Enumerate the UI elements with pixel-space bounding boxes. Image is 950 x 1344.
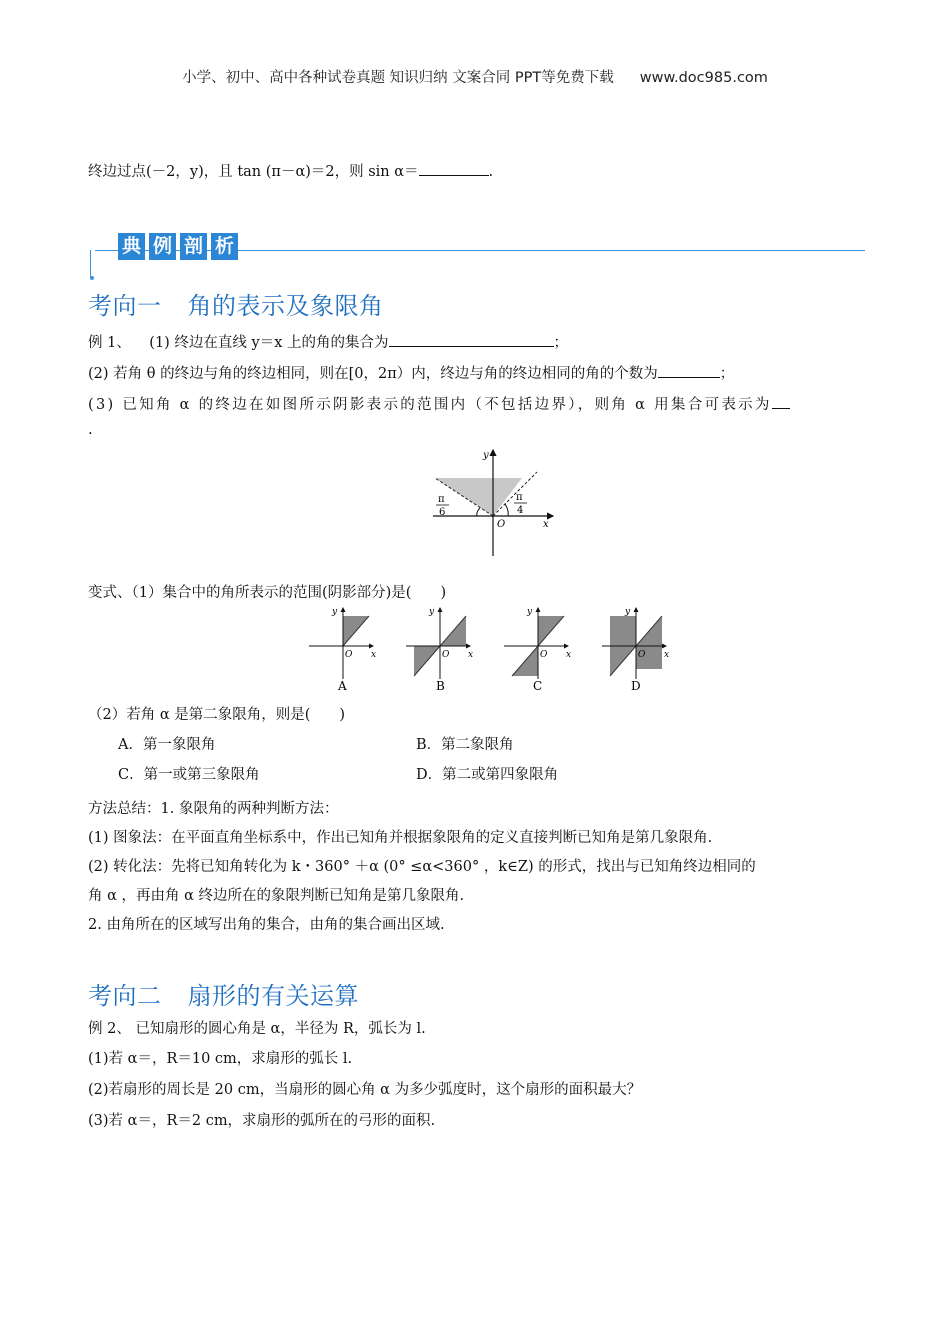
figure-1: [425, 445, 560, 560]
ex1-q1: (1) 终边在直线 y＝x 上的角的集合为: [149, 335, 389, 351]
page-header: [0, 66, 950, 87]
ex1-q2-blank: [658, 363, 720, 378]
method-p2a: (2) 转化法：先将已知角转化为 k・360° ＋α (0° ≤α<360° ，k∈Z) 的形式，找出与已知角终边相同的: [88, 859, 756, 875]
choice-c-label: C: [533, 679, 543, 693]
ex1-q3: (3) 已知角 α 的终边在如图所示阴影表示的范围内（不包括边界），则角 α 用集合可表示为: [88, 397, 772, 413]
intro-text: 终边过点(－2，y)，且 tan (π－α)＝2，则 sin α＝: [88, 164, 419, 180]
choice-d-o: O: [638, 650, 646, 660]
choice-d-x: x: [664, 650, 670, 660]
ex1-label: 例 1、: [88, 335, 131, 351]
option-b[interactable]: B．第二象限角: [416, 737, 514, 753]
choice-a-label: A: [338, 679, 347, 693]
choice-a-figure[interactable]: [309, 607, 376, 693]
intro-line: [88, 160, 493, 181]
option-a[interactable]: A．第一象限角: [118, 737, 216, 753]
choice-c-x: x: [566, 650, 572, 660]
variant-q2: （2）若角 α 是第二象限角，则是( ): [88, 707, 346, 723]
ex1-line2: [88, 362, 734, 383]
header-url[interactable]: www.doc985.com: [639, 70, 768, 86]
section-1-number: 考向一: [88, 292, 162, 320]
ex2-q1: (1)若 α＝，R＝10 cm，求扇形的弧长 l.: [88, 1051, 353, 1067]
banner-char-1: 典: [118, 233, 145, 260]
choice-c-o: O: [540, 650, 548, 660]
section-1-title: 角的表示及象限角: [187, 292, 384, 320]
ex1-q2-end: ；: [719, 366, 735, 382]
fig1-x-label: x: [543, 519, 549, 530]
banner-char-4: 析: [211, 233, 238, 260]
ex1-q1-blank: [389, 332, 554, 347]
ex2-label: 例 2、 已知扇形的圆心角是 α，半径为 R，弧长为 l.: [88, 1021, 426, 1037]
banner-char-2: 例: [149, 233, 176, 260]
banner-char-3: 剖: [180, 233, 207, 260]
choice-a-x: x: [371, 650, 377, 660]
choice-d-figure[interactable]: [602, 607, 669, 693]
ex1-q3-blank: [772, 394, 790, 409]
choice-d-label: D: [631, 679, 641, 693]
method-p3: 2. 由角所在的区域写出角的集合，由角的集合画出区域.: [88, 917, 445, 933]
fig1-pi-left: π: [438, 494, 445, 505]
method-title: 方法总结：1. 象限角的两种判断方法：: [88, 801, 339, 817]
ex1-q1-end: ；: [553, 335, 569, 351]
choice-b-y: y: [429, 607, 435, 617]
ex1-line1: [88, 331, 568, 352]
choice-d-y: y: [625, 607, 631, 617]
section-2-number: 考向二: [88, 982, 162, 1010]
section-2-heading: [88, 976, 359, 1011]
ex2-q2: (2)若扇形的周长是 20 cm，当扇形的圆心角 α 为多少弧度时，这个扇形的面积最大？: [88, 1082, 642, 1098]
fig1-y-label: y: [483, 450, 489, 461]
choice-c-y: y: [527, 607, 533, 617]
header-text: 小学、初中、高中各种试卷真题 知识归纳 文案合同 PPT等免费下载: [182, 70, 614, 86]
choice-figures: [305, 603, 675, 693]
choice-b-figure[interactable]: [406, 607, 473, 693]
choice-a-o: O: [345, 650, 353, 660]
ex1-line3: [88, 393, 790, 414]
option-c[interactable]: C．第一或第三象限角: [118, 767, 260, 783]
banner-vertical-line: [90, 250, 91, 278]
choice-a-y: y: [332, 607, 338, 617]
section-2-title: 扇形的有关运算: [187, 982, 359, 1010]
method-p1: (1) 图象法：在平面直角坐标系中，作出已知角并根据象限角的定义直接判断已知角是第几象限角.: [88, 830, 713, 846]
ex1-q2: (2) 若角 θ 的终边与角的终边相同，则在[0，2π）内，终边与角的终边相同的角的个数为: [88, 366, 658, 382]
method-p2b: 角 α ，再由角 α 终边所在的象限判断已知角是第几象限角.: [88, 888, 465, 904]
choice-b-o: O: [442, 650, 450, 660]
fig1-origin: O: [497, 519, 506, 530]
option-d[interactable]: D．第二或第四象限角: [416, 767, 559, 783]
section-1-heading: [88, 286, 384, 321]
choice-c-figure[interactable]: [504, 607, 571, 693]
variant-q1: 变式、（1）集合中的角所表示的范围(阴影部分)是( ): [88, 585, 447, 601]
intro-end: .: [488, 164, 494, 180]
ex2-q3: (3)若 α＝，R＝2 cm，求扇形的弧所在的弓形的面积.: [88, 1113, 436, 1129]
fig1-six: 6: [439, 507, 446, 518]
answer-blank: [419, 161, 489, 176]
banner-dot: [90, 276, 94, 280]
ex1-line3-end: .: [88, 422, 93, 438]
choice-b-x: x: [468, 650, 474, 660]
fig1-four: 4: [517, 505, 524, 516]
choice-b-label: B: [436, 679, 445, 693]
fig1-pi-right: π: [516, 492, 523, 503]
